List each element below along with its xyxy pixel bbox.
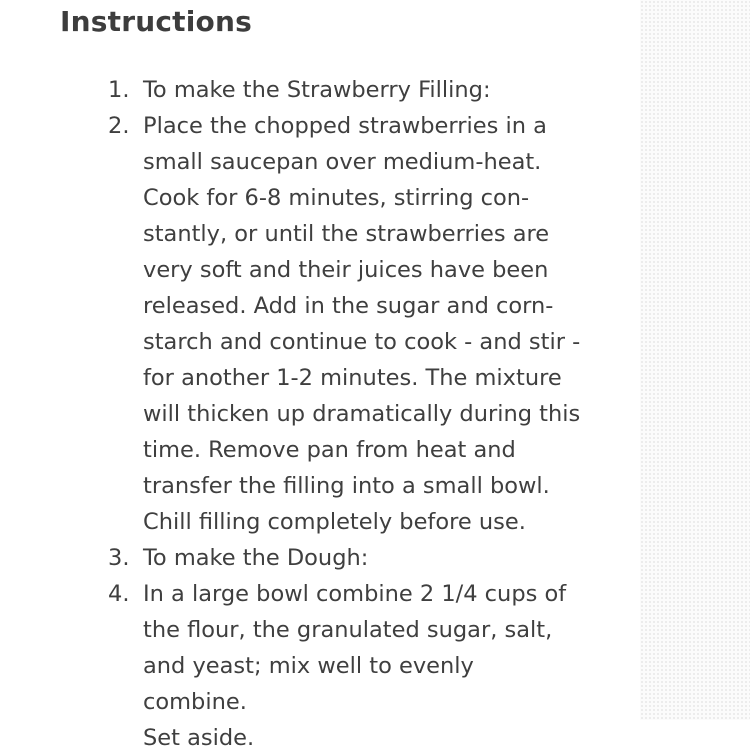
- instructions-list: [0, 72, 583, 756]
- step-text: To make the Strawberry Filling:: [143, 77, 491, 103]
- instruction-step: [0, 72, 583, 108]
- step-number: 1.: [108, 77, 130, 103]
- step-number: 4.: [108, 581, 130, 607]
- step-text: In a large bowl combine 2 1/4 cups of the flour, the granulated sugar, salt, and yeast; mix well to evenly combine. Set aside.: [143, 581, 567, 751]
- step-number: 2.: [108, 113, 130, 139]
- instructions-heading: Instructions: [60, 5, 252, 38]
- instruction-step: [0, 576, 583, 756]
- step-number: 3.: [108, 545, 130, 571]
- instruction-step: [0, 108, 583, 540]
- step-text: Place the chopped strawberries in a small saucepan over medium-heat. Cook for 6-8 minutes, stirring con- stantly, or until the strawberries are very soft and their juices have been released. Add in the sugar and corn- starch and continue to cook - and stir - for another 1-2 minutes. The mixture will thicken up dramatically during this time. Remove pan from heat and transfer the filling into a small bowl. Chill filling completely before use.: [143, 113, 581, 535]
- step-text: To make the Dough:: [143, 545, 369, 571]
- instruction-step: [0, 540, 583, 576]
- dotted-sidebar-background: [640, 0, 750, 720]
